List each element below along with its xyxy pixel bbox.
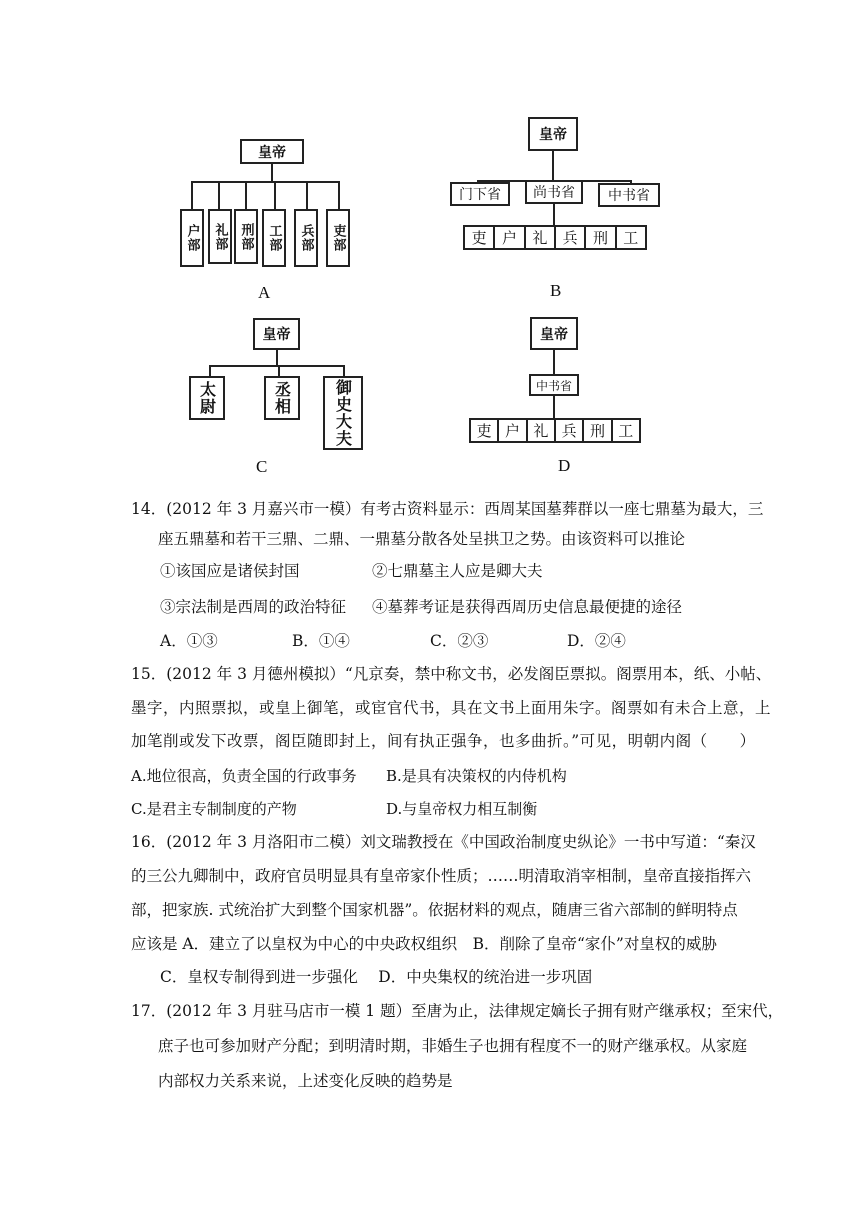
q15-stem-line-1: 15．(2012 年 3 月德州模拟）“凡京奏，禁中称文书，必发阁臣票拟。阁票用本，纸、小帖、: [131, 665, 772, 683]
diagram-c-chengxiang-box: 丞相: [264, 376, 300, 420]
diagram-c-connector: [209, 365, 345, 367]
diagram-d-ministries-row: [469, 418, 641, 443]
diagram-c-emperor-box: 皇帝: [253, 318, 300, 350]
diagram-b-zhongshu-box: 中书省: [598, 183, 660, 207]
diagram-c-taiwei-box: 太尉: [189, 376, 225, 420]
q16-stem-line-3: 部，把家族. 式统治扩大到整个国家机器”。依据材料的观点，随唐三省六部制的鲜明特点: [131, 901, 738, 919]
q14-statement-4: ④墓葬考证是获得西周历史信息最便捷的途径: [372, 598, 683, 616]
q15-option-b: B.是具有决策权的内侍机构: [386, 767, 567, 785]
diagram-b-connector: [552, 151, 554, 181]
diagram-d-zhongshu-box: 中书省: [529, 374, 579, 396]
diagram-d-ministry-cell: 礼: [528, 420, 556, 441]
diagram-a-emperor-box: 皇帝: [240, 139, 304, 164]
q16-options-line: C．皇权专制得到进一步强化 D．中央集权的统治进一步巩固: [160, 968, 593, 986]
q15-option-d: D.与皇帝权力相互制衡: [386, 800, 538, 818]
diagram-d-ministry-cell: 户: [499, 420, 527, 441]
q14-stem-line-2: 座五鼎墓和若干三鼎、二鼎、一鼎墓分散各处呈拱卫之势。由该资料可以推论: [158, 530, 686, 548]
q17-stem-line-3: 内部权力关系来说，上述变化反映的趋势是: [158, 1072, 453, 1090]
q17-stem-line-1: 17．(2012 年 3 月驻马店市一模 1 题）至唐为止，法律规定嫡长子拥有财产继承权；至宋代，: [131, 1002, 784, 1020]
diagram-c-connector: [276, 350, 278, 366]
diagram-d-ministry-cell: 刑: [584, 420, 612, 441]
diagram-b-menxia-box: 门下省: [450, 182, 510, 206]
q14-statement-3: ③宗法制是西周的政治特征: [160, 598, 347, 616]
diagram-b-emperor-box: 皇帝: [528, 117, 578, 151]
q14-stem-line-1: 14．(2012 年 3 月嘉兴市一模）有考古资料显示：西周某国墓葬群以一座七鼎墓为最大，三: [131, 500, 764, 518]
diagram-a-connector: [191, 181, 340, 183]
diagram-d-ministry-cell: 兵: [556, 420, 584, 441]
diagram-d-connector: [553, 396, 555, 419]
diagram-d-connector: [553, 350, 555, 375]
diagram-a-ministry-gong: 工部: [262, 209, 286, 267]
diagram-a-connector: [191, 181, 193, 209]
q14-option-d: D．②④: [567, 632, 626, 650]
diagram-b-ministry-cell: 刑: [586, 227, 616, 248]
q15-stem-line-3: 加笔削或发下改票，阁臣随即封上，间有执正强争，也多曲折。”可见，明朝内阁（ ）: [131, 732, 756, 750]
diagram-a-ministry-xing: 刑部: [234, 209, 258, 264]
diagram-b-ministry-cell: 户: [495, 227, 525, 248]
q17-stem-line-2: 庶子也可参加财产分配；到明清时期，非婚生子也拥有程度不一的财产继承权。从家庭: [158, 1037, 748, 1055]
diagram-c-caption: C: [256, 457, 268, 476]
q14-option-a: A．①③: [160, 632, 218, 650]
diagram-d-ministry-cell: 吏: [471, 420, 499, 441]
diagram-b-shangshu-box: 尚书省: [525, 180, 583, 204]
diagram-a-ministry-hu: 户部: [180, 209, 204, 267]
q16-stem-line-4: 应该是 A．建立了以皇权为中心的中央政权组织 B．削除了皇帝“家仆”对皇权的威胁: [131, 935, 717, 953]
diagram-a-ministry-li-rites: 礼部: [208, 209, 232, 264]
diagram-d-emperor-box: 皇帝: [530, 317, 578, 350]
diagram-a-ministry-bing: 兵部: [294, 209, 318, 267]
diagram-a-connector: [274, 181, 276, 209]
diagram-b-caption: B: [550, 281, 562, 300]
diagram-b-ministries-row: [463, 225, 647, 250]
q15-option-c: C.是君主专制制度的产物: [131, 800, 297, 818]
q14-statement-2: ②七鼎墓主人应是卿大夫: [372, 562, 543, 580]
diagram-a-connector: [306, 181, 308, 209]
diagram-a-connector: [218, 181, 220, 209]
diagram-a-connector: [245, 181, 247, 209]
diagram-d-caption: D: [558, 456, 571, 475]
diagram-a-ministry-li-personnel: 吏部: [326, 209, 350, 267]
diagram-b-connector: [553, 204, 555, 226]
q16-stem-line-1: 16．(2012 年 3 月洛阳市二模）刘文瑞教授在《中国政治制度史纵论》一书中写道：“秦汉: [131, 833, 756, 851]
diagram-a-connector: [271, 164, 273, 182]
q15-stem-line-2: 墨字，内照票拟，或皇上御笔，或宦官代书，具在文书上面用朱字。阁票如有未合上意，上: [131, 699, 772, 717]
q14-option-b: B．①④: [292, 632, 350, 650]
q15-option-a: A.地位很高，负责全国的行政事务: [131, 767, 357, 785]
diagram-d-ministry-cell: 工: [618, 422, 634, 440]
diagram-a-caption: A: [258, 283, 271, 302]
q16-stem-line-2: 的三公九卿制中，政府官员明显具有皇帝家仆性质；……明清取消宰相制，皇帝直接指挥六: [131, 867, 752, 885]
diagram-b-ministry-cell: 工: [623, 229, 639, 247]
diagram-b-ministry-cell: 礼: [526, 227, 556, 248]
diagram-a-connector: [338, 181, 340, 209]
diagram-b-ministry-cell: 吏: [465, 227, 495, 248]
q14-statement-1: ①该国应是诸侯封国: [160, 562, 300, 580]
diagram-c-yushi-box: 御史大夫: [323, 376, 363, 450]
q14-option-c: C．②③: [430, 632, 489, 650]
diagram-b-ministry-cell: 兵: [556, 227, 586, 248]
